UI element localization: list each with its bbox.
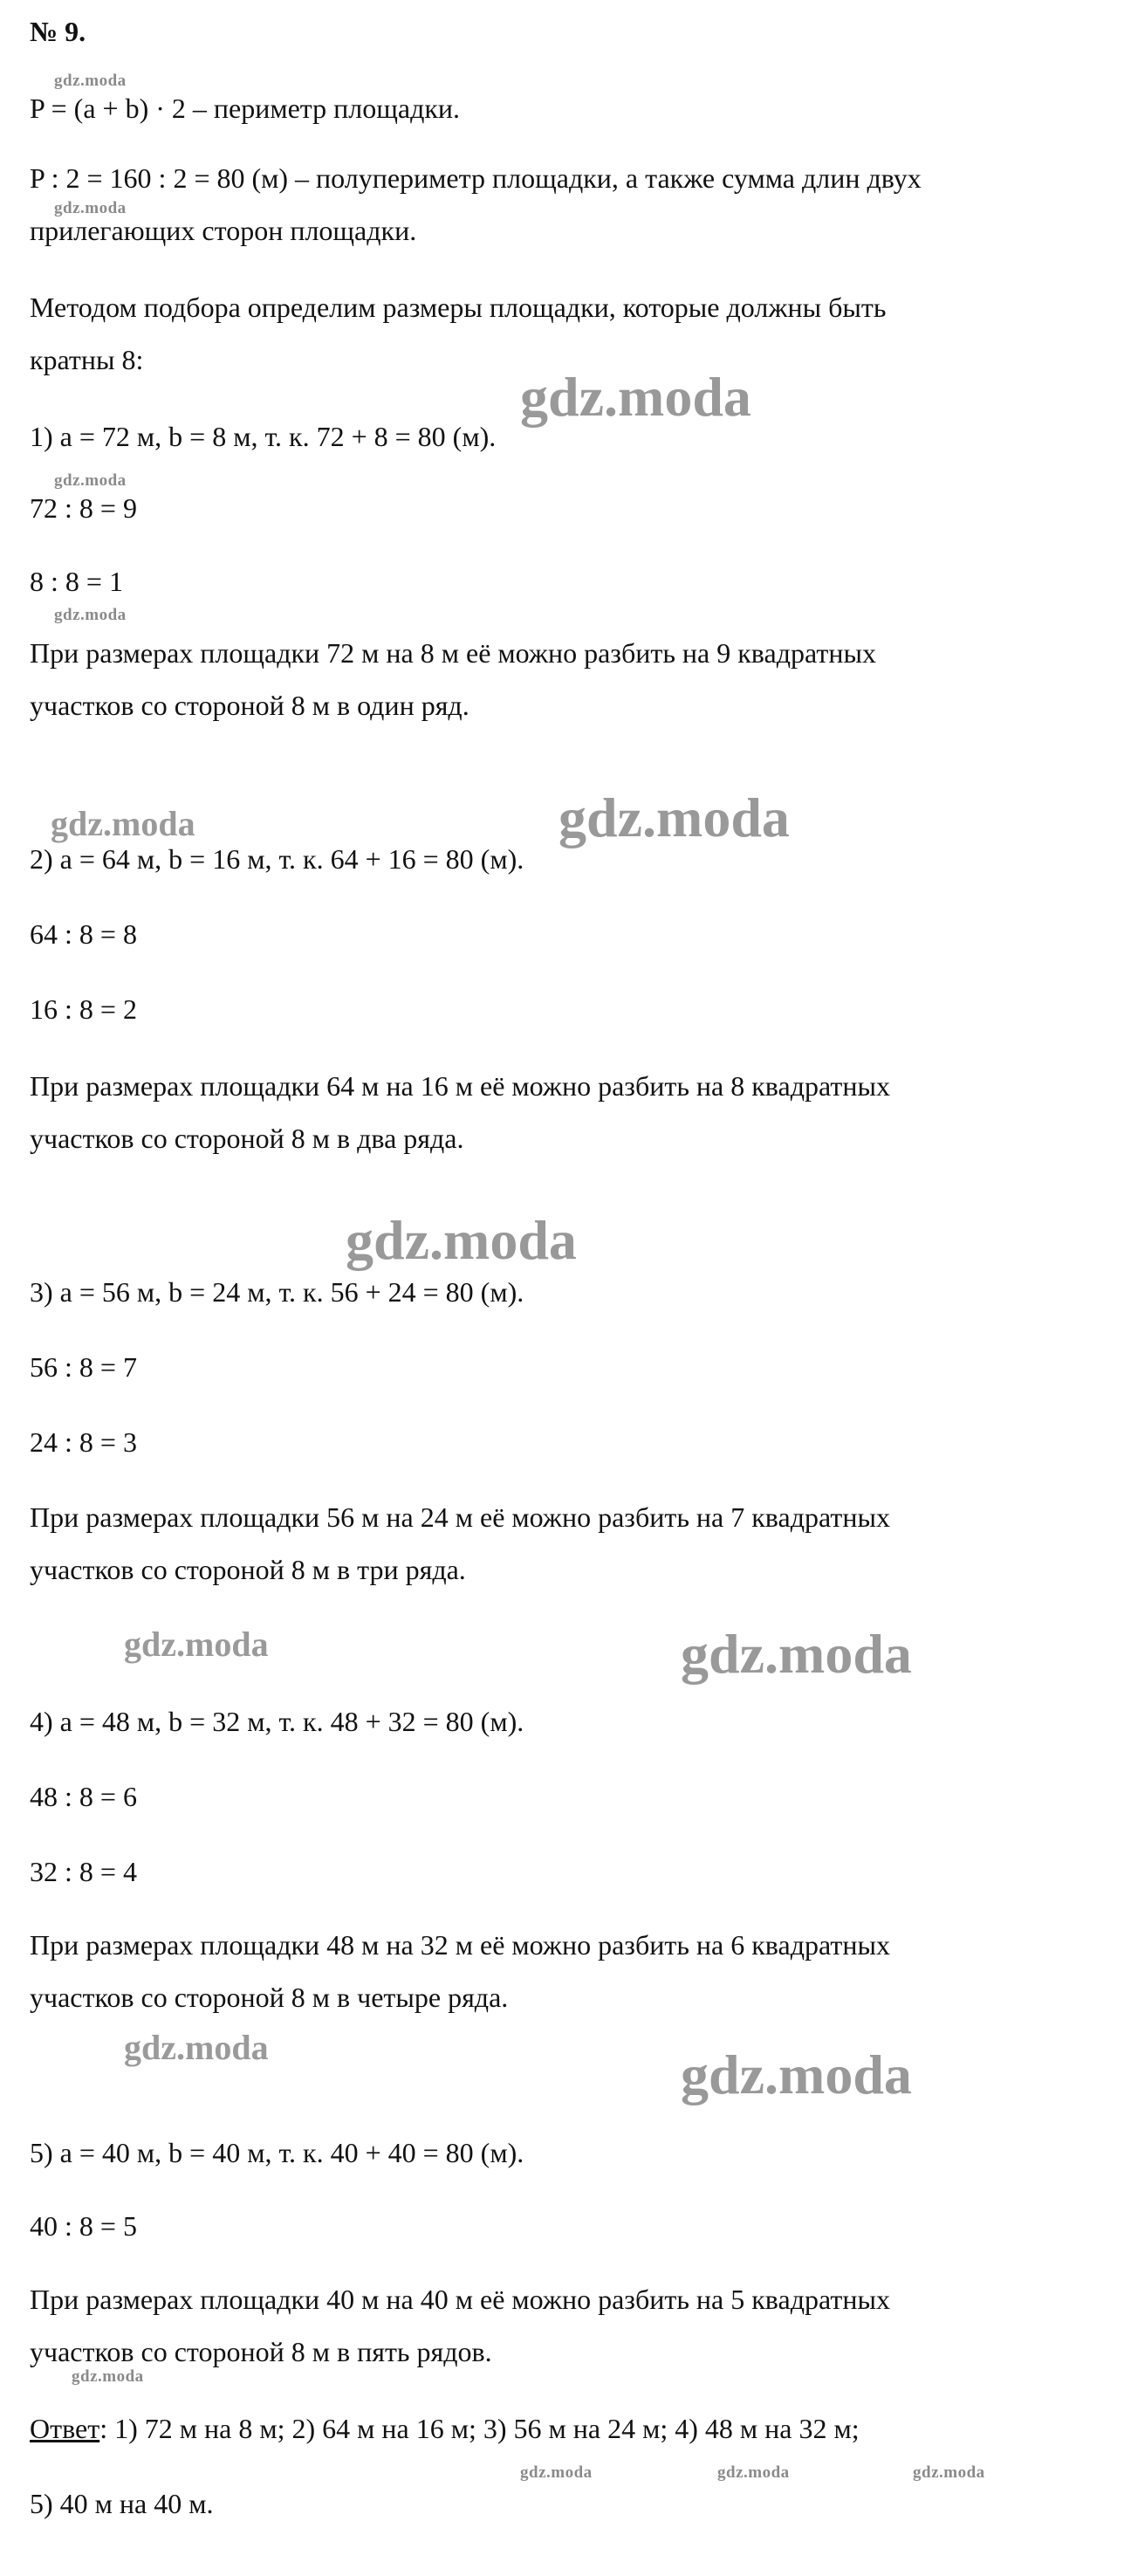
watermark: gdz.moda [54, 606, 127, 624]
text-line: 16 : 8 = 2 [30, 993, 137, 1025]
text-line: Методом подбора определим размеры площадки, которые должны быть [30, 292, 887, 323]
watermark: gdz.moda [54, 199, 127, 217]
text-line: участков со стороной 8 м в два ряда. [30, 1123, 464, 1154]
watermark: gdz.moda [559, 787, 790, 848]
text-line: P : 2 = 160 : 2 = 80 (м) – полупериметр площадки, а также сумма длин двух [30, 162, 922, 194]
watermark: gdz.moda [681, 1623, 912, 1685]
text-line: 32 : 8 = 4 [30, 1856, 137, 1887]
watermark: gdz.moda [520, 366, 751, 428]
text-line: 40 : 8 = 5 [30, 2210, 137, 2242]
text-line: 1) a = 72 м, b = 8 м, т. к. 72 + 8 = 80 (м). [30, 421, 497, 452]
text-line: 3) a = 56 м, b = 24 м, т. к. 56 + 24 = 80 (м). [30, 1276, 524, 1308]
text-line: При размерах площадки 40 м на 40 м её можно разбить на 5 квадратных [30, 2284, 890, 2315]
watermark: gdz.moda [717, 2463, 790, 2482]
watermark: gdz.moda [72, 2367, 144, 2386]
watermark: gdz.moda [520, 2463, 593, 2482]
text-line: При размерах площадки 48 м на 32 м её можно разбить на 6 квадратных [30, 1929, 890, 1961]
text-line: участков со стороной 8 м в три ряда. [30, 1554, 466, 1585]
text-line: 8 : 8 = 1 [30, 566, 123, 597]
answer-text: : 1) 72 м на 8 м; 2) 64 м на 16 м; 3) 56 м на 24 м; 4) 48 м на 32 м; [99, 2413, 860, 2444]
watermark: gdz.moda [913, 2463, 985, 2482]
text-line: При размерах площадки 64 м на 16 м её можно разбить на 8 квадратных [30, 1070, 890, 1102]
text-line: 2) a = 64 м, b = 16 м, т. к. 64 + 16 = 80 (м). [30, 843, 524, 875]
text-line: 24 : 8 = 3 [30, 1426, 137, 1458]
text-line: участков со стороной 8 м в один ряд. [30, 690, 469, 721]
answer-label: Ответ [30, 2413, 100, 2444]
text-line: При размерах площадки 72 м на 8 м её можно разбить на 9 квадратных [30, 637, 876, 669]
text-line: участков со стороной 8 м в четыре ряда. [30, 1982, 509, 2013]
watermark: gdz.moda [124, 1625, 269, 1664]
watermark: gdz.moda [681, 2044, 912, 2105]
watermark: gdz.moda [54, 72, 127, 90]
answer-line-2: 5) 40 м на 40 м. [30, 2488, 214, 2519]
answer-line [30, 2411, 860, 2446]
text-line: При размерах площадки 56 м на 24 м её можно разбить на 7 квадратных [30, 1501, 890, 1533]
text-line: 64 : 8 = 8 [30, 918, 137, 950]
text-line: 4) a = 48 м, b = 32 м, т. к. 48 + 32 = 80 (м). [30, 1706, 524, 1737]
title: № 9. [30, 16, 86, 47]
text-line: прилегающих сторон площадки. [30, 215, 417, 246]
text-line: 56 : 8 = 7 [30, 1351, 137, 1383]
text-line: 72 : 8 = 9 [30, 492, 137, 524]
text-line: P = (a + b) · 2 – периметр площадки. [30, 93, 461, 124]
text-line: 5) a = 40 м, b = 40 м, т. к. 40 + 40 = 80 (м). [30, 2137, 524, 2168]
watermark: gdz.moda [51, 804, 195, 843]
text-line: кратны 8: [30, 344, 144, 375]
text-line: 48 : 8 = 6 [30, 1781, 137, 1812]
watermark: gdz.moda [124, 2028, 269, 2067]
watermark: gdz.moda [346, 1209, 577, 1271]
watermark: gdz.moda [54, 471, 127, 490]
text-line: участков со стороной 8 м в пять рядов. [30, 2336, 492, 2367]
